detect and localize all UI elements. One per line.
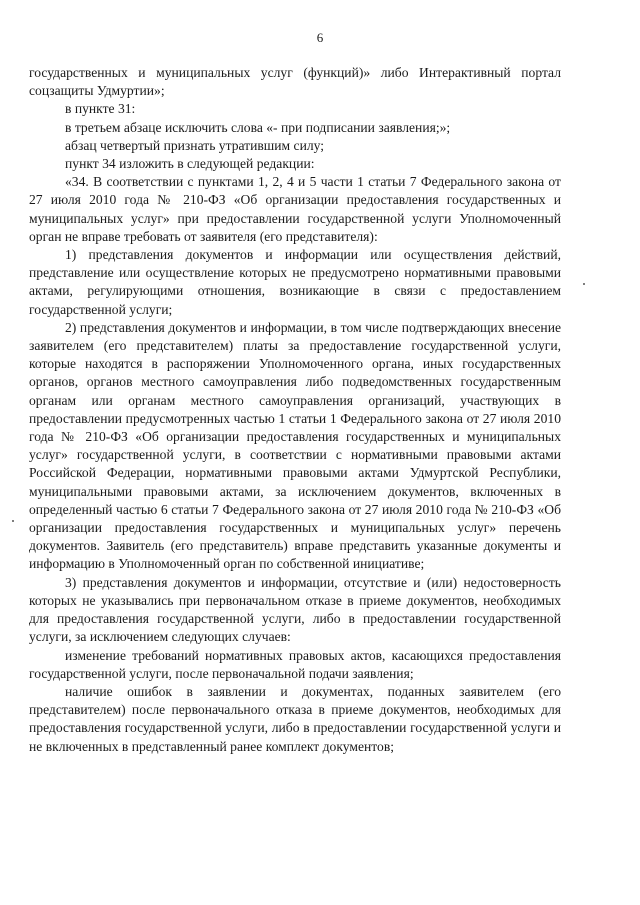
- paragraph: пункт 34 изложить в следующей редакции:: [65, 156, 315, 172]
- paragraph: изменение требований нормативных правовых актов, касающихся предоставления государственной услуги, после первоначальной подачи заявления;: [29, 647, 561, 681]
- page-number: 6: [316, 30, 324, 45]
- paragraph: абзац четвертый признать утратившим силу;: [65, 137, 325, 153]
- document-body: [29, 64, 561, 756]
- paragraph: в третьем абзаце исключить слова «- при подписании заявления;»;: [65, 119, 451, 135]
- paragraph: 3) представления документов и информации, отсутствие и (или) недостоверность которых не указывались при первоначальном отказе в приеме документов, необходимых для предоставления государственной услуги, либо в предоставлении государственной услуги, за исключением следующих случаев:: [29, 574, 561, 645]
- paragraph: 2) представления документов и информации, в том числе подтверждающих внесение заявителем (его представителем) платы за предоставление государственной услуги, которые находятся в распоряжении Уполномоченного органа, иных государственных органов, органов местного самоуправления либо подведомственных государственным органам или органам местного самоуправления организаций, участвующих в предоставлении предусмотренных частью 1 статьи 1 Федерального закона от 27 июля 2010 года № 210-ФЗ «Об организации предоставления государственных и муниципальных услуг» государственной услуги, в соответствии с нормативными правовыми актами Российской Федерации, нормативными правовыми актами Удмуртской Республики, муниципальными правовыми актами, за исключением документов, включенных в определенный частью 6 статьи 7 Федерального закона от 27 июля 2010 года № 210-ФЗ «Об организации предоставления государственных и муниципальных услуг» перечень документов. Заявитель (его представитель) вправе представить указанные документы и информацию в Уполномоченный орган по собственной инициативе;: [29, 319, 561, 572]
- scan-speck: [12, 520, 14, 522]
- paragraph: государственных и муниципальных услуг (функций)» либо Интерактивный портал соцзащиты Удмуртии»;: [29, 65, 561, 99]
- paragraph: 1) представления документов и информации или осуществления действий, представление или осуществление которых не предусмотрено нормативными правовыми актами, регулирующими отношения, возникающие в связи с предоставлением государственной услуги;: [29, 247, 561, 317]
- paragraph: наличие ошибок в заявлении и документах, поданных заявителем (его представителем) после первоначального отказа в приеме документов, необходимых для предоставления государственной услуги, либо в предоставлении государственной услуги и не включенных в представленный ранее комплект документов;: [29, 683, 561, 754]
- scan-speck: [583, 283, 585, 285]
- paragraph: «34. В соответствии с пунктами 1, 2, 4 и 5 части 1 статьи 7 Федерального закона от 27 июля 2010 года № 210-ФЗ «Об организации предоставления государственных и муниципальных услуг» при предоставлении государственной услуги Уполномоченный орган не вправе требовать от заявителя (его представителя):: [29, 174, 561, 244]
- paragraph: в пункте 31:: [65, 101, 136, 117]
